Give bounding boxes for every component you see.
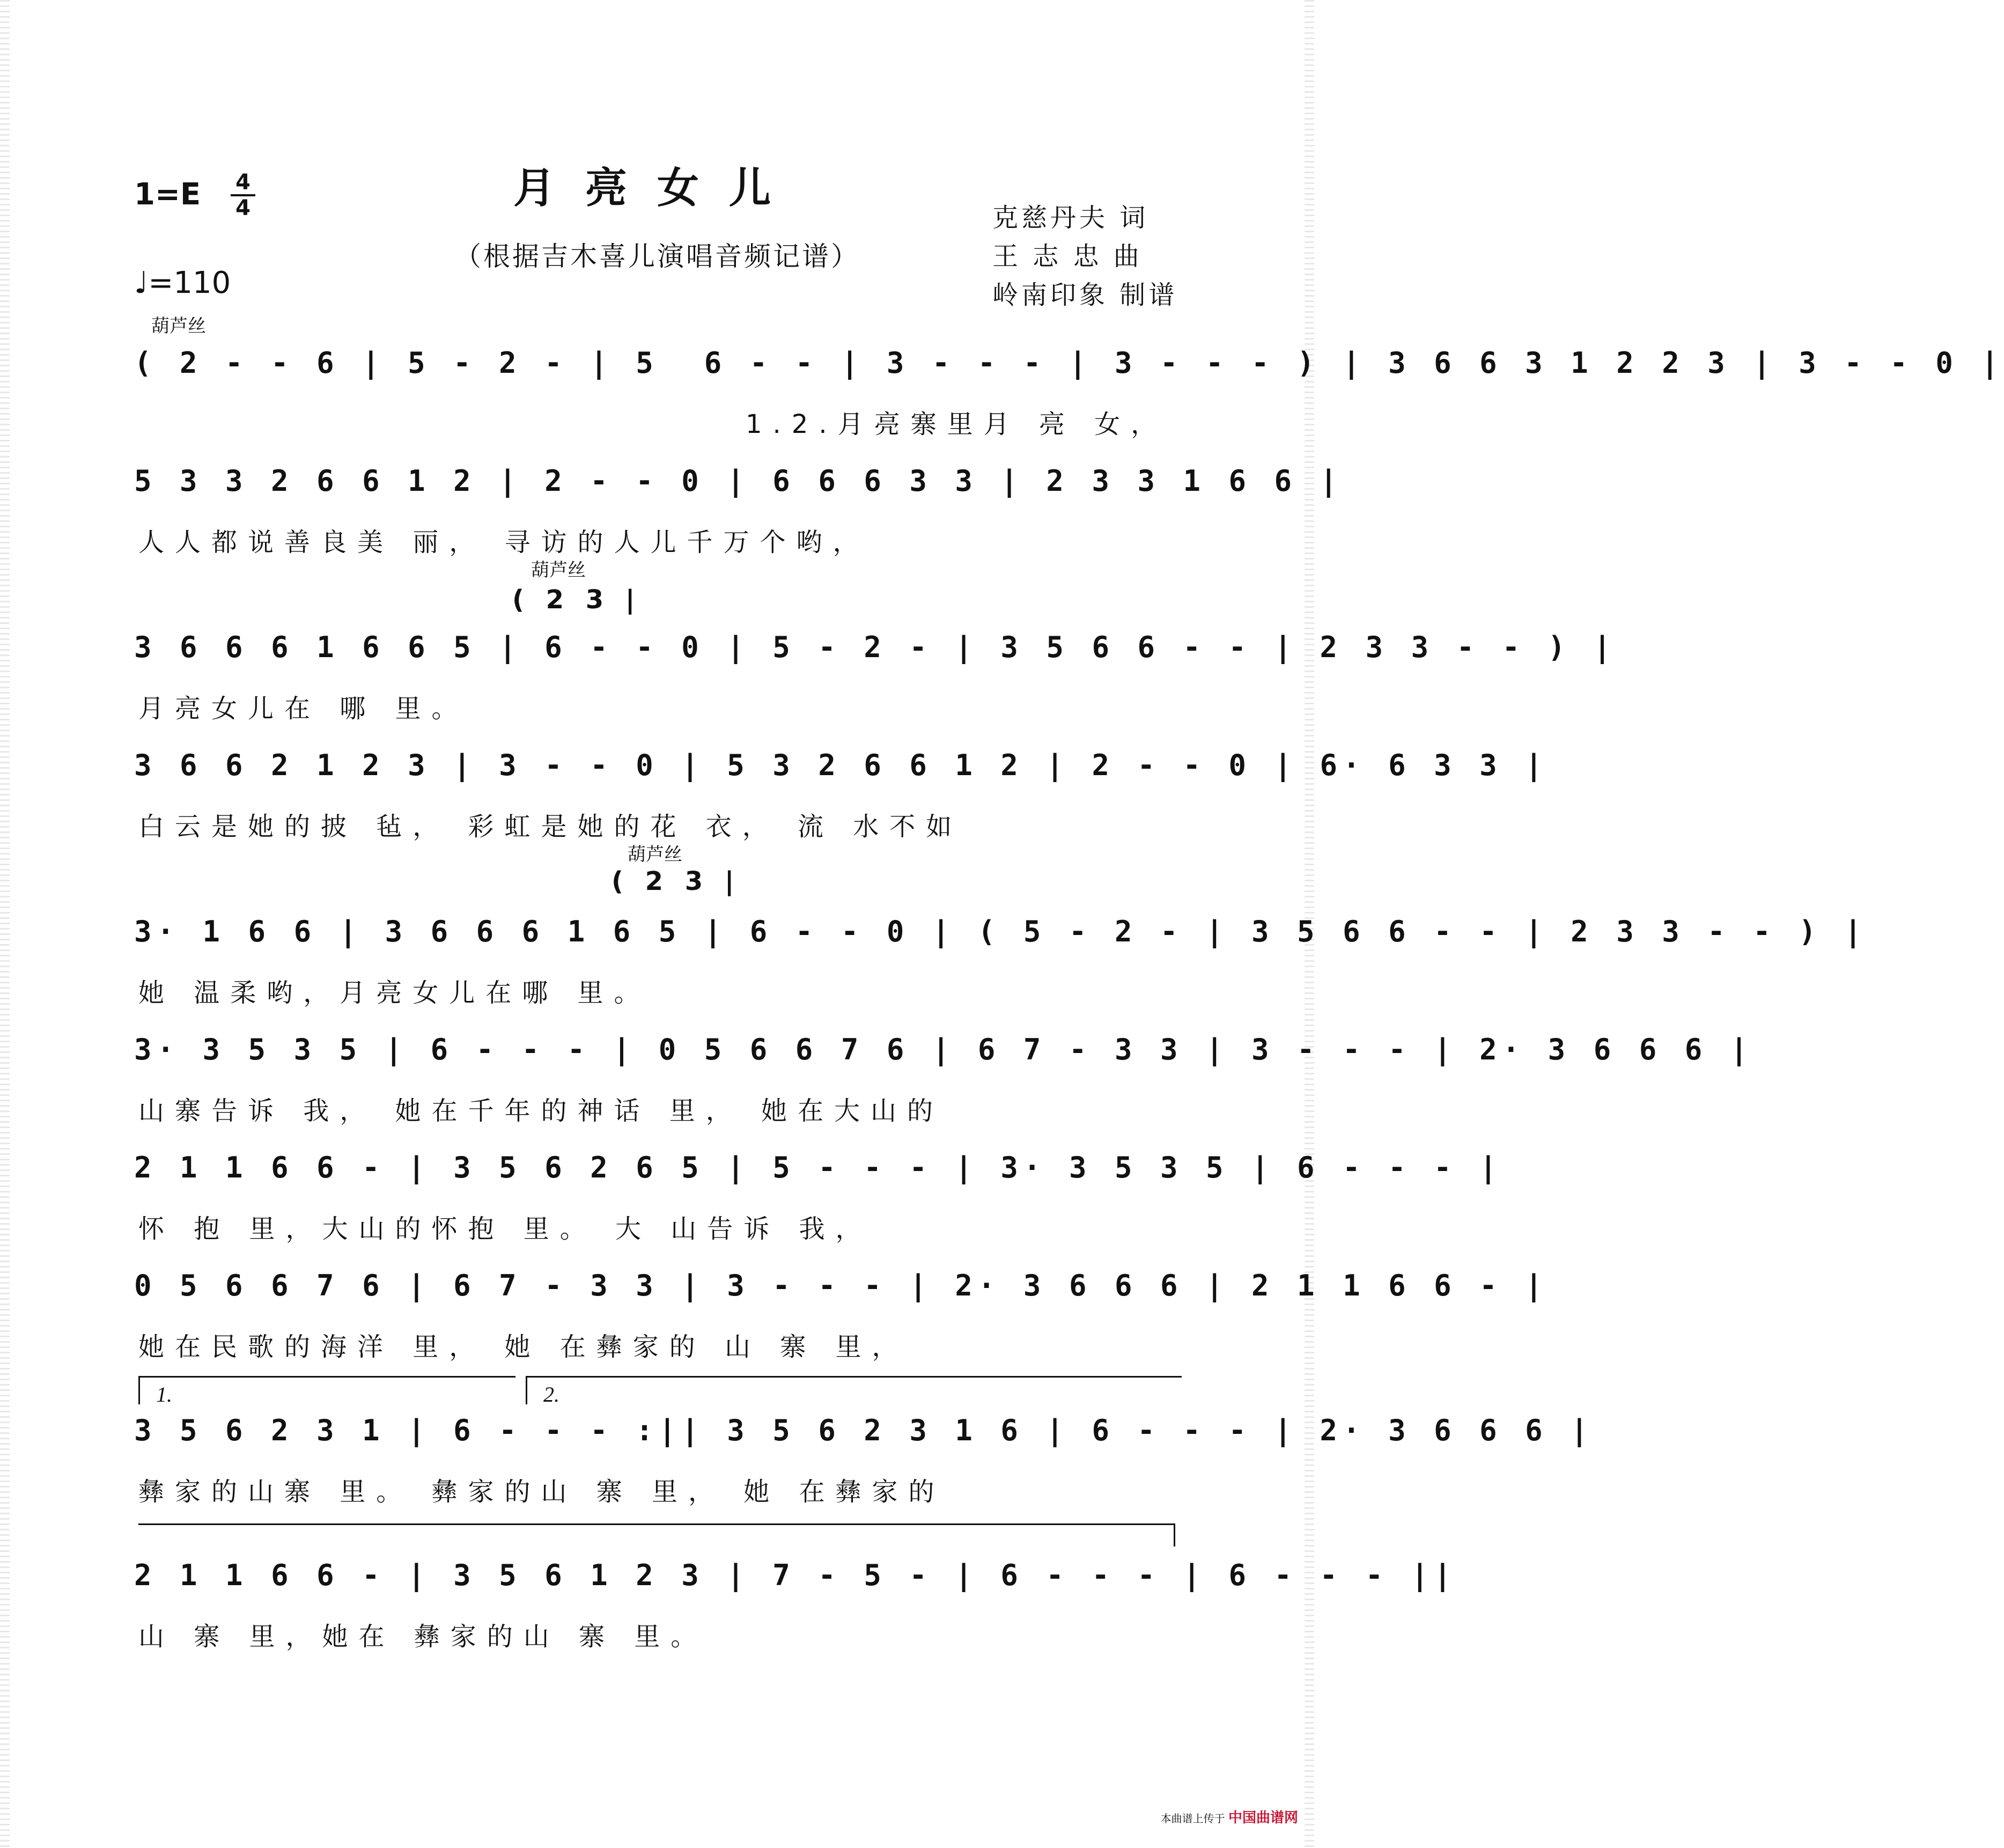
second-ending-bracket xyxy=(526,1376,1182,1407)
notation-line: 2 1 1 6 6 - | 3 5 6 2 6 5 | 5 - - - | 3· 3 5 3 5 | 6 - - - | xyxy=(134,1151,1502,1184)
notation-line: 3· 1 6 6 | 3 6 6 6 1 6 5 | 6 - - 0 | ( 5 - 2 - | 3 5 6 6 - - | 2 3 3 - - ) | xyxy=(134,915,1867,948)
page-title: 月亮女儿 xyxy=(513,164,801,212)
score-row xyxy=(134,748,1548,791)
lyric-line: 1.2.月亮寨里月 亮 女， xyxy=(746,409,1168,439)
time-bottom: 4 xyxy=(235,196,251,220)
lyric-line: 她 温柔哟，月亮女儿在哪 里。 xyxy=(138,978,651,1008)
score-row xyxy=(134,630,1617,673)
lyric-line: 山寨告诉 我， 她在千年的神话 里， 她在大山的 xyxy=(138,1096,944,1126)
cue-notes: ( 2 3 | xyxy=(611,866,741,896)
lyric-line: 人人都说善良美 丽， 寻访的人儿千万个哟， xyxy=(138,527,870,557)
composer: 王 志 忠 曲 xyxy=(992,241,1143,271)
notation-line: 3· 3 5 3 5 | 6 - - - | 0 5 6 6 7 6 | 6 7 - 3 3 | 3 - - - | 2· 3 6 6 6 | xyxy=(134,1033,1754,1066)
volta-1-label: 1. xyxy=(156,1382,172,1407)
notation-line: 3 5 6 2 3 1 | 6 - - - :|| 3 5 6 2 3 1 6 | 6 - - - | 2· 3 6 6 6 | xyxy=(134,1413,1594,1447)
score-row xyxy=(134,1151,1502,1194)
lyric-line: 月亮女儿在 哪 里。 xyxy=(138,694,468,724)
first-ending-bracket xyxy=(138,1376,515,1407)
site-logo[interactable]: 中国曲谱网 xyxy=(1228,1810,1298,1826)
lyric-line: 山 寨 里，她在 彝家的山 寨 里。 xyxy=(138,1622,708,1652)
lyric-line: 怀 抱 里，大山的怀抱 里。 大 山告诉 我， xyxy=(138,1214,872,1244)
notation-line: 2 1 1 6 6 - | 3 5 6 1 2 3 | 7 - 5 - | 6 - - - | 6 - - - || xyxy=(134,1558,1457,1592)
cue-notes: ( 2 3 | xyxy=(512,585,642,615)
score-row xyxy=(134,915,1867,958)
instrument-label: 葫芦丝 xyxy=(151,315,206,337)
instrument-label: 葫芦丝 xyxy=(531,559,586,581)
lyric-line: 她在民歌的海洋 里， 她 在彝家的 山 寨 里， xyxy=(138,1332,909,1362)
score-row xyxy=(134,1558,1457,1601)
instrument-label: 葫芦丝 xyxy=(628,844,682,865)
lyric-line: 彝家的山寨 里。 彝家的山 寨 里， 她 在彝家的 xyxy=(138,1477,945,1507)
upload-text: 本曲谱上传于 xyxy=(1160,1812,1225,1825)
footer-credit xyxy=(1161,1807,1298,1827)
lyricist: 克慈丹夫 词 xyxy=(992,203,1149,233)
page-subtitle: （根据吉木喜儿演唱音频记谱） xyxy=(454,241,860,272)
time-signature xyxy=(231,172,255,219)
notation-line: 0 5 6 6 7 6 | 6 7 - 3 3 | 3 - - - | 2· 3 6 6 6 | 2 1 1 6 6 - | xyxy=(134,1269,1548,1302)
score-row xyxy=(134,1413,1594,1456)
credits xyxy=(992,198,1177,314)
notation-line: ( 2 - - 6 | 5 - 2 - | 5 6 - - | 3 - - - | 3 - - - ) | 3 6 6 3 1 2 2 3 | 3 - - 0 | xyxy=(134,346,2004,380)
notation-line: 3 6 6 2 1 2 3 | 3 - - 0 | 5 3 2 6 6 1 2 | 2 - - 0 | 6· 6 3 3 | xyxy=(134,748,1548,782)
left-margin-strip xyxy=(0,0,10,1848)
score-row xyxy=(134,346,2004,389)
volta-2-label: 2. xyxy=(543,1382,559,1407)
notation-line: 5 3 3 2 6 6 1 2 | 2 - - 0 | 6 6 6 3 3 | 2 3 3 1 6 6 | xyxy=(134,464,1343,498)
coda-bracket xyxy=(138,1523,1175,1547)
score-row xyxy=(134,464,1343,507)
arranger: 岭南印象 制谱 xyxy=(992,280,1178,310)
time-top: 4 xyxy=(235,170,251,195)
key-signature: 1=E xyxy=(134,177,201,212)
lyric-line: 白云是她的披 毡， 彩虹是她的花 衣， 流 水不如 xyxy=(138,812,963,842)
score-row xyxy=(134,1269,1548,1312)
notation-line: 3 6 6 6 1 6 6 5 | 6 - - 0 | 5 - 2 - | 3 5 6 6 - - | 2 3 3 - - ) | xyxy=(134,630,1617,664)
score-row xyxy=(134,1033,1754,1076)
tempo-marking: ♩=110 xyxy=(134,266,231,300)
